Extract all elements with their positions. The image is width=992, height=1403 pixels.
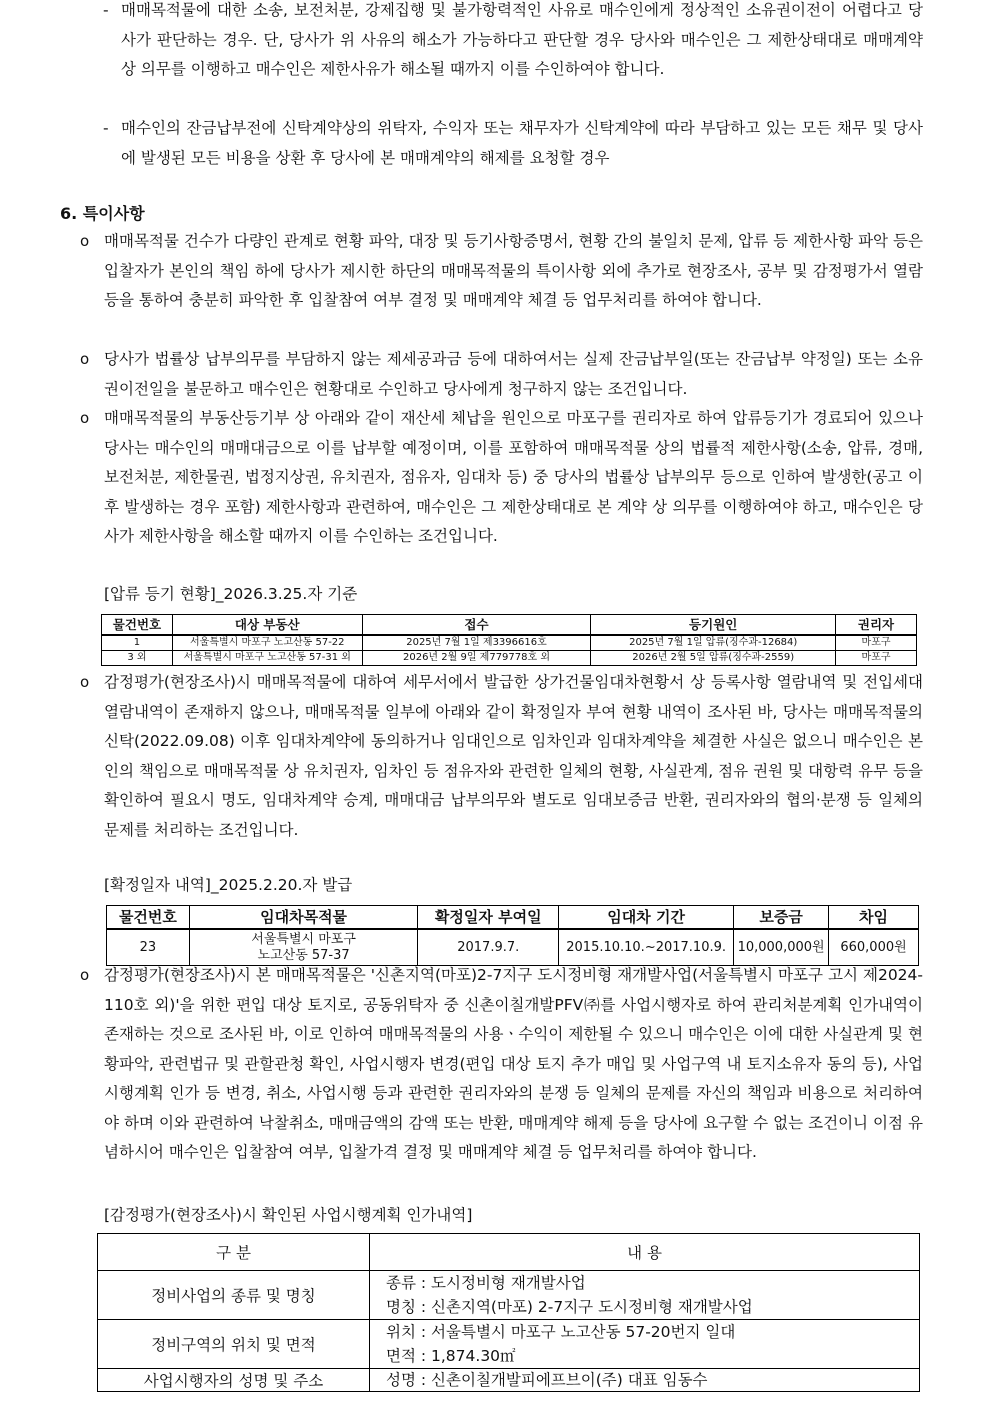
fixed-date-table (106, 905, 919, 966)
cell-line: 종류 : 도시정비형 재개발사업 (386, 1274, 586, 1292)
bullet-paragraph (80, 227, 923, 316)
table-row (98, 1369, 920, 1392)
table-row (102, 635, 917, 651)
column-header: 차임 (829, 906, 919, 930)
project-approval-table (97, 1233, 920, 1392)
paragraph-text: 매매목적물의 부동산등기부 상 아래와 같이 재산세 체납을 원인으로 마포구를 권리자로 하여 압류등기가 경료되어 있으나 당사는 매수인의 매매대금으로 이를 납부할 예정이며, 이를 포함하여 매매목적물 상의 법률적 제한사항(소송, 압류, 경매, 보전처분, 제한물권, 법정지상권, 유치권자, 점유자, 임대차 등) 중 당사의 법률상 납부의무 등으로 인하여 발생한(공고 이후 발생하는 경우 포함) 제한사항과 관련하여, 매수인은 그 제한상태대로 본 계약 상 의무를 이행하여야 하고, 매수인은 당사가 제한사항을 해소할 때까지 이를 수인하는 조건입니다. (104, 409, 923, 545)
circle-bullet-icon: o (80, 350, 90, 368)
row-label: 정비사업의 종류 및 명칭 (98, 1271, 370, 1320)
table-header-row (98, 1234, 920, 1271)
table-caption: [압류 등기 현황]_2026.3.25.자 기준 (104, 585, 358, 603)
cell-line: 위치 : 서울특별시 마포구 노고산동 57-20번지 일대 (386, 1323, 736, 1341)
row-label: 정비구역의 위치 및 면적 (98, 1320, 370, 1369)
table-cell (370, 1320, 920, 1369)
column-header: 등기원인 (591, 615, 836, 636)
table-cell: 서울특별시 마포구 노고산동 57-22 (172, 635, 362, 651)
table-cell: 서울특별시 마포구 노고산동 57-31 외 (172, 651, 362, 666)
paragraph-text: 감정평가(현장조사)시 본 매매목적물은 '신촌지역(마포)2-7지구 도시정비형 재개발사업(서울특별시 마포구 고시 제2024-110호 외)'을 위한 편입 대상 토지로, 공동위탁자 중 신촌이칠개발PFV㈜를 사업시행자로 하여 관리처분계획 인가내역이 존재하는 것으로 조사된 바, 이로 인하여 매매목적물의 사용ㆍ수익이 제한될 수 있으니 매수인은 이에 대한 사실관계 및 현황파악, 관련법규 및 관할관청 확인, 사업시행자 변경(편입 대상 토지 추가 매입 및 사업구역 내 토지소유자 동의 등), 사업시행계획 인가 등 변경, 취소, 사업시행 등과 관련한 권리자와의 분쟁 등 일체의 문제를 자신의 책임과 비용으로 처리하여야 하며 이와 관련하여 낙찰취소, 매매금액의 감액 또는 반환, 매매계약 해제 등을 당사에 요구할 수 없는 조건이니 이점 유념하시어 매수인은 입찰참여 여부, 입찰가격 결정 및 매매계약 체결 등 업무처리를 하여야 합니다. (104, 966, 923, 1161)
bullet-paragraph (80, 345, 923, 404)
table-caption: [확정일자 내역]_2025.2.20.자 발급 (104, 876, 353, 894)
table-cell: 성명 : 신촌이칠개발피에프브이(주) 대표 임동수 (370, 1369, 920, 1392)
table-cell (370, 1271, 920, 1320)
bullet-paragraph (80, 961, 923, 1168)
table-header-row (107, 906, 919, 930)
table-cell: 2017.9.7. (418, 929, 559, 966)
table-cell: 2026년 2월 9일 제779778호 외 (362, 651, 591, 666)
table-row (102, 651, 917, 666)
table-cell: 3 외 (102, 651, 173, 666)
bullet-paragraph (80, 404, 923, 552)
column-header: 대상 부동산 (172, 615, 362, 636)
dash-item (103, 114, 923, 173)
table-cell: 10,000,000원 (734, 929, 829, 966)
cell-line: 노고산동 57-37 (257, 947, 350, 963)
column-header: 물건번호 (102, 615, 173, 636)
table-header-row (102, 615, 917, 636)
table-cell: 1 (102, 635, 173, 651)
paragraph-text: 당사가 법률상 납부의무를 부담하지 않는 제세공과금 등에 대하여서는 실제 잔금납부일(또는 잔금납부 약정일) 또는 소유권이전일을 불문하고 매수인은 현황대로 수인하고 당사에게 청구하지 않는 조건입니다. (104, 350, 923, 398)
circle-bullet-icon: o (80, 673, 90, 691)
table-cell: 2026년 2월 5일 압류(징수과-2559) (591, 651, 836, 666)
column-header: 보증금 (734, 906, 829, 930)
column-header: 임대차목적물 (189, 906, 418, 930)
row-label: 사업시행자의 성명 및 주소 (98, 1369, 370, 1392)
section-title: 6. 특이사항 (60, 204, 145, 223)
column-header: 내 용 (370, 1234, 920, 1271)
column-header: 임대차 기간 (559, 906, 734, 930)
dash-item (103, 0, 923, 85)
dash-item-text: 매매목적물에 대한 소송, 보전처분, 강제집행 및 불가항력적인 사유로 매수인에게 정상적인 소유권이전이 어렵다고 당사가 판단하는 경우. 단, 당사가 위 사유의 해소가 가능하다고 판단할 경우 당사와 매수인은 그 제한상태대로 매매계약상 의무를 이행하고 매수인은 제한사유가 해소될 때까지 이를 수인하여야 합니다. (121, 1, 923, 78)
bullet-paragraph (80, 668, 923, 845)
table-cell: 2025년 7월 1일 압류(징수과-12684) (591, 635, 836, 651)
paragraph-text: 감정평가(현장조사)시 매매목적물에 대하여 세무서에서 발급한 상가건물임대차현황서 상 등록사항 열람내역 및 전입세대 열람내역이 존재하지 않으나, 매매목적물 일부에 아래와 같이 확정일자 부여 현황 내역이 조사된 바, 당사는 매매목적물의 신탁(2022.09.08) 이후 임대차계약에 동의하거나 임대인으로 임차인과 임대차계약을 체결한 사실은 없으니 매수인은 본인의 책임으로 매매목적물 상 유치권자, 임차인 등 점유자와 관련한 일체의 현황, 사실관계, 점유 권원 및 대항력 유무 등을 확인하여 필요시 명도, 임대차계약 승계, 매매대금 납부의무와 별도로 임대보증금 반환, 권리자와의 협의·분쟁 등 일체의 문제를 처리하는 조건입니다. (104, 673, 923, 839)
column-header: 권리자 (836, 615, 917, 636)
table-row (98, 1320, 920, 1369)
column-header: 물건번호 (107, 906, 190, 930)
cell-line: 서울특별시 마포구 (251, 931, 356, 947)
cell-line: 면적 : 1,874.30㎡ (386, 1347, 516, 1365)
column-header: 구 분 (98, 1234, 370, 1271)
table-caption: [감정평가(현장조사)시 확인된 사업시행계획 인가내역] (104, 1206, 473, 1224)
dash-marker: - (103, 1, 109, 19)
circle-bullet-icon: o (80, 232, 90, 250)
table-cell: 마포구 (836, 635, 917, 651)
seizure-table (101, 614, 917, 666)
column-header: 확정일자 부여일 (418, 906, 559, 930)
paragraph-text: 매매목적물 건수가 다량인 관계로 현황 파악, 대장 및 등기사항증명서, 현황 간의 불일치 문제, 압류 등 제한사항 파악 등은 입찰자가 본인의 책임 하에 당사가 제시한 하단의 매매목적물의 특이사항 외에 추가로 현장조사, 공부 및 감정평가서 열람 등을 통하여 충분히 파악한 후 입찰참여 여부 결정 및 매매계약 체결 등 업무처리를 하여야 합니다. (104, 232, 923, 309)
table-cell: 마포구 (836, 651, 917, 666)
table-row (98, 1271, 920, 1320)
column-header: 접수 (362, 615, 591, 636)
table-cell: 660,000원 (829, 929, 919, 966)
cell-line: 명칭 : 신촌지역(마포) 2-7지구 도시정비형 재개발사업 (386, 1298, 753, 1316)
dash-item-text: 매수인의 잔금납부전에 신탁계약상의 위탁자, 수익자 또는 채무자가 신탁계약에 따라 부담하고 있는 모든 채무 및 당사에 발생된 모든 비용을 상환 후 당사에 본 매매계약의 해제를 요청할 경우 (121, 119, 923, 167)
circle-bullet-icon: o (80, 409, 90, 427)
circle-bullet-icon: o (80, 966, 90, 984)
table-cell: 23 (107, 929, 190, 966)
dash-marker: - (103, 119, 109, 137)
table-cell: 2015.10.10.~2017.10.9. (559, 929, 734, 966)
table-cell: 2025년 7월 1일 제3396616호 (362, 635, 591, 651)
